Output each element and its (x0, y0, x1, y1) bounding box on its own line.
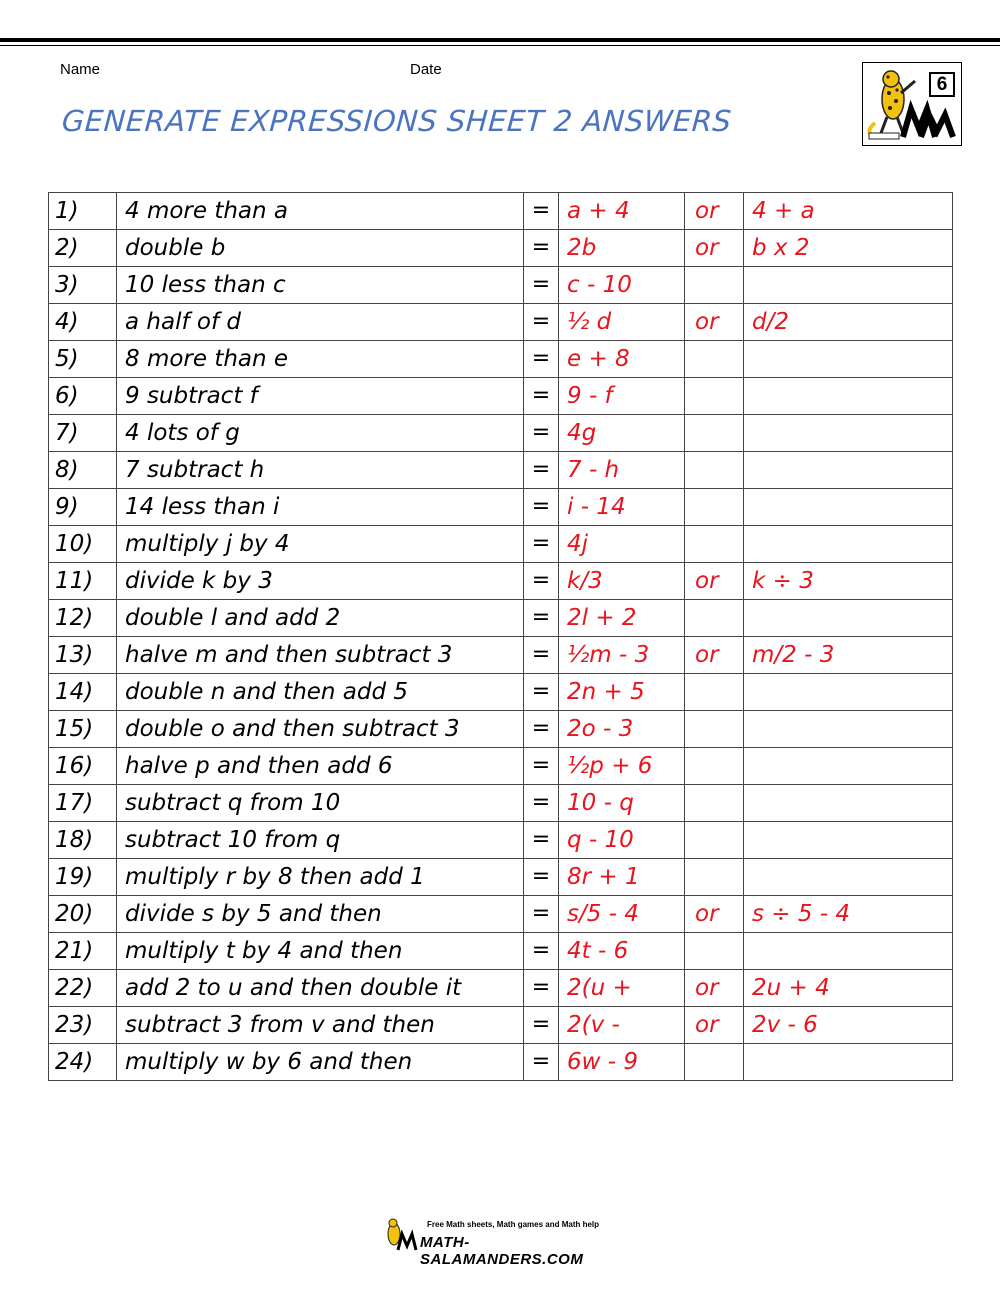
equals-sign: = (524, 526, 559, 563)
answer-cell: 2o - 3 (559, 711, 685, 748)
equals-sign: = (524, 822, 559, 859)
question-text: subtract 10 from q (117, 822, 524, 859)
equals-sign: = (524, 1044, 559, 1081)
date-label: Date (410, 61, 442, 78)
answer-cell: ½m - 3 (559, 637, 685, 674)
question-number: 9) (49, 489, 117, 526)
or-label (685, 378, 744, 415)
answer-cell: a + 4 (559, 193, 685, 230)
alternate-answer: k ÷ 3 (744, 563, 953, 600)
question-number: 5) (49, 341, 117, 378)
table-row (49, 341, 953, 378)
question-text: multiply t by 4 and then (117, 933, 524, 970)
or-label (685, 600, 744, 637)
or-label: or (685, 637, 744, 674)
or-label: or (685, 896, 744, 933)
equals-sign: = (524, 341, 559, 378)
or-label (685, 526, 744, 563)
equals-sign: = (524, 748, 559, 785)
answer-cell: 4t - 6 (559, 933, 685, 970)
answer-cell: 10 - q (559, 785, 685, 822)
answer-cell: ½p + 6 (559, 748, 685, 785)
equals-sign: = (524, 933, 559, 970)
or-label (685, 711, 744, 748)
equals-sign: = (524, 970, 559, 1007)
question-number: 10) (49, 526, 117, 563)
question-number: 4) (49, 304, 117, 341)
equals-sign: = (524, 896, 559, 933)
question-number: 17) (49, 785, 117, 822)
table-row (49, 415, 953, 452)
equals-sign: = (524, 563, 559, 600)
equals-sign: = (524, 230, 559, 267)
answer-cell: c - 10 (559, 267, 685, 304)
or-label: or (685, 1007, 744, 1044)
question-number: 14) (49, 674, 117, 711)
question-number: 18) (49, 822, 117, 859)
equals-sign: = (524, 267, 559, 304)
or-label (685, 1044, 744, 1081)
equals-sign: = (524, 489, 559, 526)
question-text: double o and then subtract 3 (117, 711, 524, 748)
top-rule-thick (0, 38, 1000, 42)
question-text: multiply r by 8 then add 1 (117, 859, 524, 896)
question-number: 24) (49, 1044, 117, 1081)
table-row (49, 489, 953, 526)
question-number: 20) (49, 896, 117, 933)
equals-sign: = (524, 452, 559, 489)
salamander-small-icon (380, 1216, 420, 1256)
alternate-answer (744, 600, 953, 637)
question-text: halve p and then add 6 (117, 748, 524, 785)
question-text: 9 subtract f (117, 378, 524, 415)
answer-cell: s/5 - 4 (559, 896, 685, 933)
table-row (49, 748, 953, 785)
answers-table (48, 192, 953, 1081)
or-label: or (685, 563, 744, 600)
alternate-answer: b x 2 (744, 230, 953, 267)
question-number: 2) (49, 230, 117, 267)
question-text: 4 lots of g (117, 415, 524, 452)
question-text: multiply w by 6 and then (117, 1044, 524, 1081)
alternate-answer (744, 933, 953, 970)
alternate-answer: d/2 (744, 304, 953, 341)
question-text: halve m and then subtract 3 (117, 637, 524, 674)
answer-cell: 4j (559, 526, 685, 563)
table-row (49, 267, 953, 304)
alternate-answer (744, 1044, 953, 1081)
table-row (49, 822, 953, 859)
question-text: divide s by 5 and then (117, 896, 524, 933)
question-text: subtract 3 from v and then (117, 1007, 524, 1044)
or-label (685, 341, 744, 378)
question-number: 11) (49, 563, 117, 600)
alternate-answer (744, 674, 953, 711)
answer-cell: ½ d (559, 304, 685, 341)
equals-sign: = (524, 637, 559, 674)
equals-sign: = (524, 674, 559, 711)
table-row (49, 230, 953, 267)
alternate-answer (744, 452, 953, 489)
or-label (685, 489, 744, 526)
answer-cell: 4g (559, 415, 685, 452)
question-text: 8 more than e (117, 341, 524, 378)
or-label: or (685, 970, 744, 1007)
equals-sign: = (524, 193, 559, 230)
or-label (685, 267, 744, 304)
alternate-answer (744, 415, 953, 452)
salamander-logo (862, 62, 962, 146)
question-text: double l and add 2 (117, 600, 524, 637)
question-number: 7) (49, 415, 117, 452)
top-rule-thin (0, 45, 1000, 46)
table-row (49, 637, 953, 674)
footer-logo (380, 1214, 620, 1268)
alternate-answer (744, 489, 953, 526)
question-number: 1) (49, 193, 117, 230)
or-label (685, 452, 744, 489)
question-text: 4 more than a (117, 193, 524, 230)
answer-cell: k/3 (559, 563, 685, 600)
answer-cell: 2b (559, 230, 685, 267)
footer-site-name: MATH-SALAMANDERS.COM (420, 1234, 584, 1268)
alternate-answer: s ÷ 5 - 4 (744, 896, 953, 933)
or-label (685, 674, 744, 711)
answer-cell: 7 - h (559, 452, 685, 489)
equals-sign: = (524, 785, 559, 822)
question-number: 19) (49, 859, 117, 896)
question-text: divide k by 3 (117, 563, 524, 600)
question-number: 12) (49, 600, 117, 637)
table-row (49, 674, 953, 711)
or-label (685, 415, 744, 452)
worksheet-title: GENERATE EXPRESSIONS SHEET 2 ANSWERS (60, 104, 733, 138)
or-label (685, 785, 744, 822)
name-label: Name (60, 61, 101, 78)
answer-cell: 6w - 9 (559, 1044, 685, 1081)
answer-cell: e + 8 (559, 341, 685, 378)
table-row (49, 896, 953, 933)
answer-cell: 2(v - (559, 1007, 685, 1044)
equals-sign: = (524, 711, 559, 748)
grade-badge: 6 (929, 72, 955, 97)
alternate-answer (744, 267, 953, 304)
alternate-answer (744, 748, 953, 785)
alternate-answer (744, 341, 953, 378)
or-label (685, 822, 744, 859)
table-row (49, 563, 953, 600)
or-label (685, 748, 744, 785)
question-number: 21) (49, 933, 117, 970)
table-row (49, 452, 953, 489)
question-text: a half of d (117, 304, 524, 341)
question-text: double n and then add 5 (117, 674, 524, 711)
question-text: 14 less than i (117, 489, 524, 526)
answer-cell: 2l + 2 (559, 600, 685, 637)
equals-sign: = (524, 304, 559, 341)
answer-cell: 8r + 1 (559, 859, 685, 896)
or-label: or (685, 193, 744, 230)
alternate-answer (744, 526, 953, 563)
alternate-answer (744, 822, 953, 859)
alternate-answer: m/2 - 3 (744, 637, 953, 674)
table-row (49, 859, 953, 896)
alternate-answer (744, 859, 953, 896)
footer-tagline: Free Math sheets, Math games and Math help (427, 1220, 600, 1229)
question-number: 23) (49, 1007, 117, 1044)
question-text: double b (117, 230, 524, 267)
alternate-answer (744, 711, 953, 748)
question-text: 10 less than c (117, 267, 524, 304)
answer-cell: 2(u + (559, 970, 685, 1007)
answer-cell: 9 - f (559, 378, 685, 415)
table-row (49, 711, 953, 748)
or-label (685, 933, 744, 970)
table-row (49, 1044, 953, 1081)
equals-sign: = (524, 600, 559, 637)
answer-cell: i - 14 (559, 489, 685, 526)
or-label: or (685, 230, 744, 267)
alternate-answer: 2v - 6 (744, 1007, 953, 1044)
table-row (49, 193, 953, 230)
question-number: 22) (49, 970, 117, 1007)
table-row (49, 378, 953, 415)
alternate-answer: 2u + 4 (744, 970, 953, 1007)
equals-sign: = (524, 859, 559, 896)
question-number: 16) (49, 748, 117, 785)
equals-sign: = (524, 1007, 559, 1044)
table-row (49, 600, 953, 637)
question-number: 13) (49, 637, 117, 674)
table-row (49, 1007, 953, 1044)
table-row (49, 933, 953, 970)
alternate-answer (744, 378, 953, 415)
answer-cell: q - 10 (559, 822, 685, 859)
question-number: 15) (49, 711, 117, 748)
alternate-answer (744, 785, 953, 822)
table-row (49, 526, 953, 563)
question-text: multiply j by 4 (117, 526, 524, 563)
question-text: 7 subtract h (117, 452, 524, 489)
table-row (49, 970, 953, 1007)
question-number: 6) (49, 378, 117, 415)
table-row (49, 785, 953, 822)
or-label: or (685, 304, 744, 341)
equals-sign: = (524, 415, 559, 452)
question-number: 8) (49, 452, 117, 489)
question-text: subtract q from 10 (117, 785, 524, 822)
question-number: 3) (49, 267, 117, 304)
alternate-answer: 4 + a (744, 193, 953, 230)
equals-sign: = (524, 378, 559, 415)
table-row (49, 304, 953, 341)
or-label (685, 859, 744, 896)
answer-cell: 2n + 5 (559, 674, 685, 711)
question-text: add 2 to u and then double it (117, 970, 524, 1007)
